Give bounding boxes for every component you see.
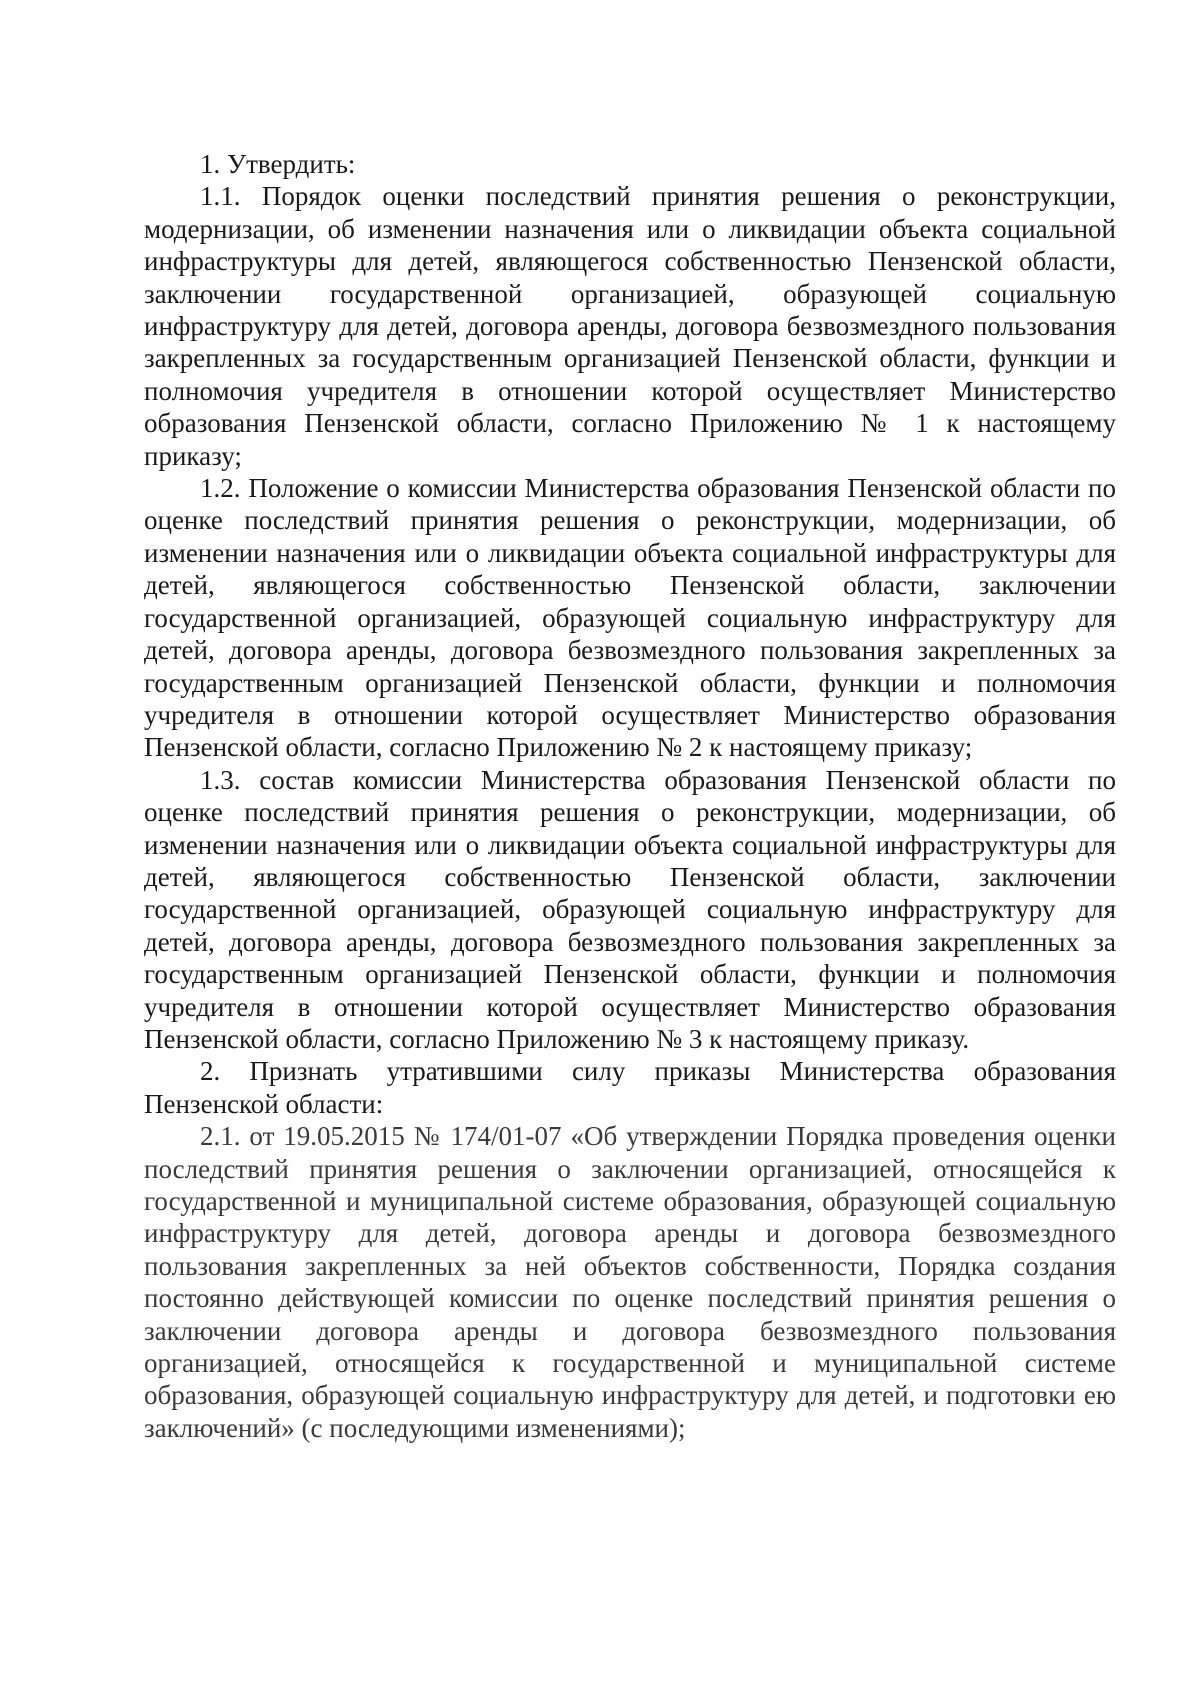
paragraph-approve: 1. Утвердить: bbox=[200, 149, 356, 179]
paragraph-1-3: 1.3. состав комиссии Министерства образования Пензенской области по оценке последствий принятия решения о реконструкции, модернизации, об изменении назначения или о ликвидации объекта социальной инфраструктуры для детей, являющегося собственностью Пензенской области, заключении государственной организацией, образующей социальную инфраструктуру для детей, договора аренды, договора безвозмездного пользования закрепленных за государственным организацией Пензенской области, функции и полномочия учредителя в отношении которой осуществляет Министерство образования Пензенской области, согласно Приложению № 3 к настоящему приказу. bbox=[144, 764, 1116, 1054]
paragraph-2-1: 2.1. от 19.05.2015 № 174/01-07 «Об утверждении Порядка проведения оценки последствий принятия решения о заключении организацией, относящейся к государственной и муниципальной системе образования, образующей социальную инфраструктуру для детей, договора аренды и договора безвозмездного пользования закрепленных за ней объектов собственности, Порядка создания постоянно действующей комиссии по оценке последствий принятия решения о заключении договора аренды и договора безвозмездного пользования организацией, относящейся к государственной и муниципальной системе образования, образующей социальную инфраструктуру для детей, и подготовки ею заключений» (с последующими изменениями); bbox=[144, 1121, 1116, 1443]
paragraph-2: 2. Признать утратившими силу приказы Министерства образования Пензенской области: bbox=[144, 1056, 1116, 1119]
paragraph-1-1: 1.1. Порядок оценки последствий принятия решения о реконструкции, модернизации, об изменении назначения или о ликвидации объекта социальной инфраструктуры для детей, являющегося собственностью Пензенской области, заключении государственной организацией, образующей социальную инфраструктуру для детей, договора аренды, договора безвозмездного пользования закрепленных за государственным организацией Пензенской области, функции и полномочия учредителя в отношении которой осуществляет Министерство образования Пензенской области, согласно Приложению № 1 к настоящему приказу; bbox=[144, 181, 1116, 471]
document-body bbox=[144, 148, 1116, 1444]
paragraph-1-2: 1.2. Положение о комиссии Министерства образования Пензенской области по оценке последствий принятия решения о реконструкции, модернизации, об изменении назначения или о ликвидации объекта социальной инфраструктуры для детей, являющегося собственностью Пензенской области, заключении государственной организацией, образующей социальную инфраструктуру для детей, договора аренды, договора безвозмездного пользования закрепленных за государственным организацией Пензенской области, функции и полномочия учредителя в отношении которой осуществляет Министерство образования Пензенской области, согласно Приложению № 2 к настоящему приказу; bbox=[144, 473, 1116, 763]
